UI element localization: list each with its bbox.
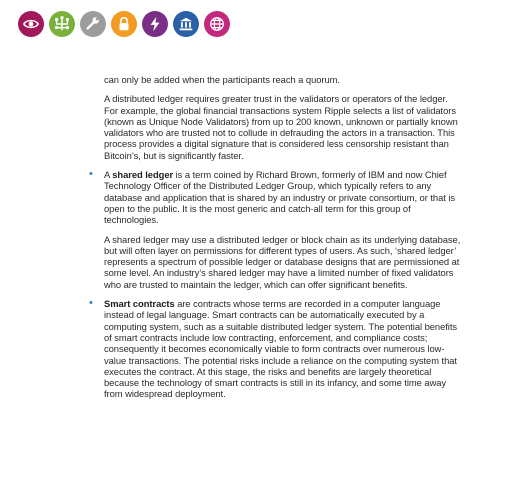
- globe-icon[interactable]: [204, 11, 230, 37]
- shared-ledger-text: is a term coined by Richard Brown, formerly of IBM and now Chief Technology Officer of the Distributed Ledger Group, which typically refers to any database and application that is shared by an industry or private consortium, or that is open to the public. It is the most generic and catch-all term for this group of technologies.: [104, 169, 456, 226]
- lock-icon[interactable]: [111, 11, 137, 37]
- lightning-icon[interactable]: [142, 11, 168, 37]
- bank-icon[interactable]: [173, 11, 199, 37]
- shared-ledger-term: shared ledger: [112, 169, 174, 181]
- wrench-icon[interactable]: [80, 11, 106, 37]
- bullet-dot: •: [89, 168, 93, 181]
- paragraph-quorum: can only be added when the participants reach a quorum.: [104, 74, 340, 85]
- bullet-shared-ledger: [89, 168, 464, 226]
- paragraph-distributed-ledger: A distributed ledger requires greater trust in the validators or operators of the ledger. For example, the global financial transactions system Ripple selects a list of validators (known as Unique Node Validators) from up to 200 known, unknown or partially known validators who are trusted not to collude in defrauding the actors in a transaction. This process provides a digital signature that is considered less censorship resistant than Bitcoin’s, but is significantly faster.: [104, 93, 458, 161]
- category-icon-row: [18, 11, 230, 37]
- network-icon[interactable]: [49, 11, 75, 37]
- eye-icon[interactable]: [18, 11, 44, 37]
- document-body: [89, 74, 464, 408]
- smart-contracts-text: are contracts whose terms are recorded in a computer language instead of legal language. Smart contracts can be automatically executed by a computing system, such as a suitable distributed ledger system. The potential benefits of smart contracts include low contracting, enforcement, and compliance costs; consequently it becomes economically viable to form contracts over numerous low-value transactions. The potential risks include a reliance on the computing system that executes the contract. At this stage, the risks and benefits are largely theoretical because the technology of smart contracts is still in its infancy, and some time away from widespread deployment.: [104, 298, 458, 400]
- paragraph-shared-ledger-details: A shared ledger may use a distributed ledger or block chain as its underlying database, but will often layer on permissions for different types of users. As such, ‘shared ledger’ represents a spectrum of possible ledger or database designs that are permissioned at some level. An industry’s shared ledger may have a limited number of fixed validators who are trusted to maintain the ledger, which can offer significant benefits.: [104, 233, 461, 290]
- bullet-smart-contracts: [89, 297, 464, 400]
- bullet-dot: •: [89, 297, 93, 310]
- smart-contracts-term: Smart contracts: [104, 298, 175, 310]
- shared-ledger-prefix: A: [104, 169, 113, 181]
